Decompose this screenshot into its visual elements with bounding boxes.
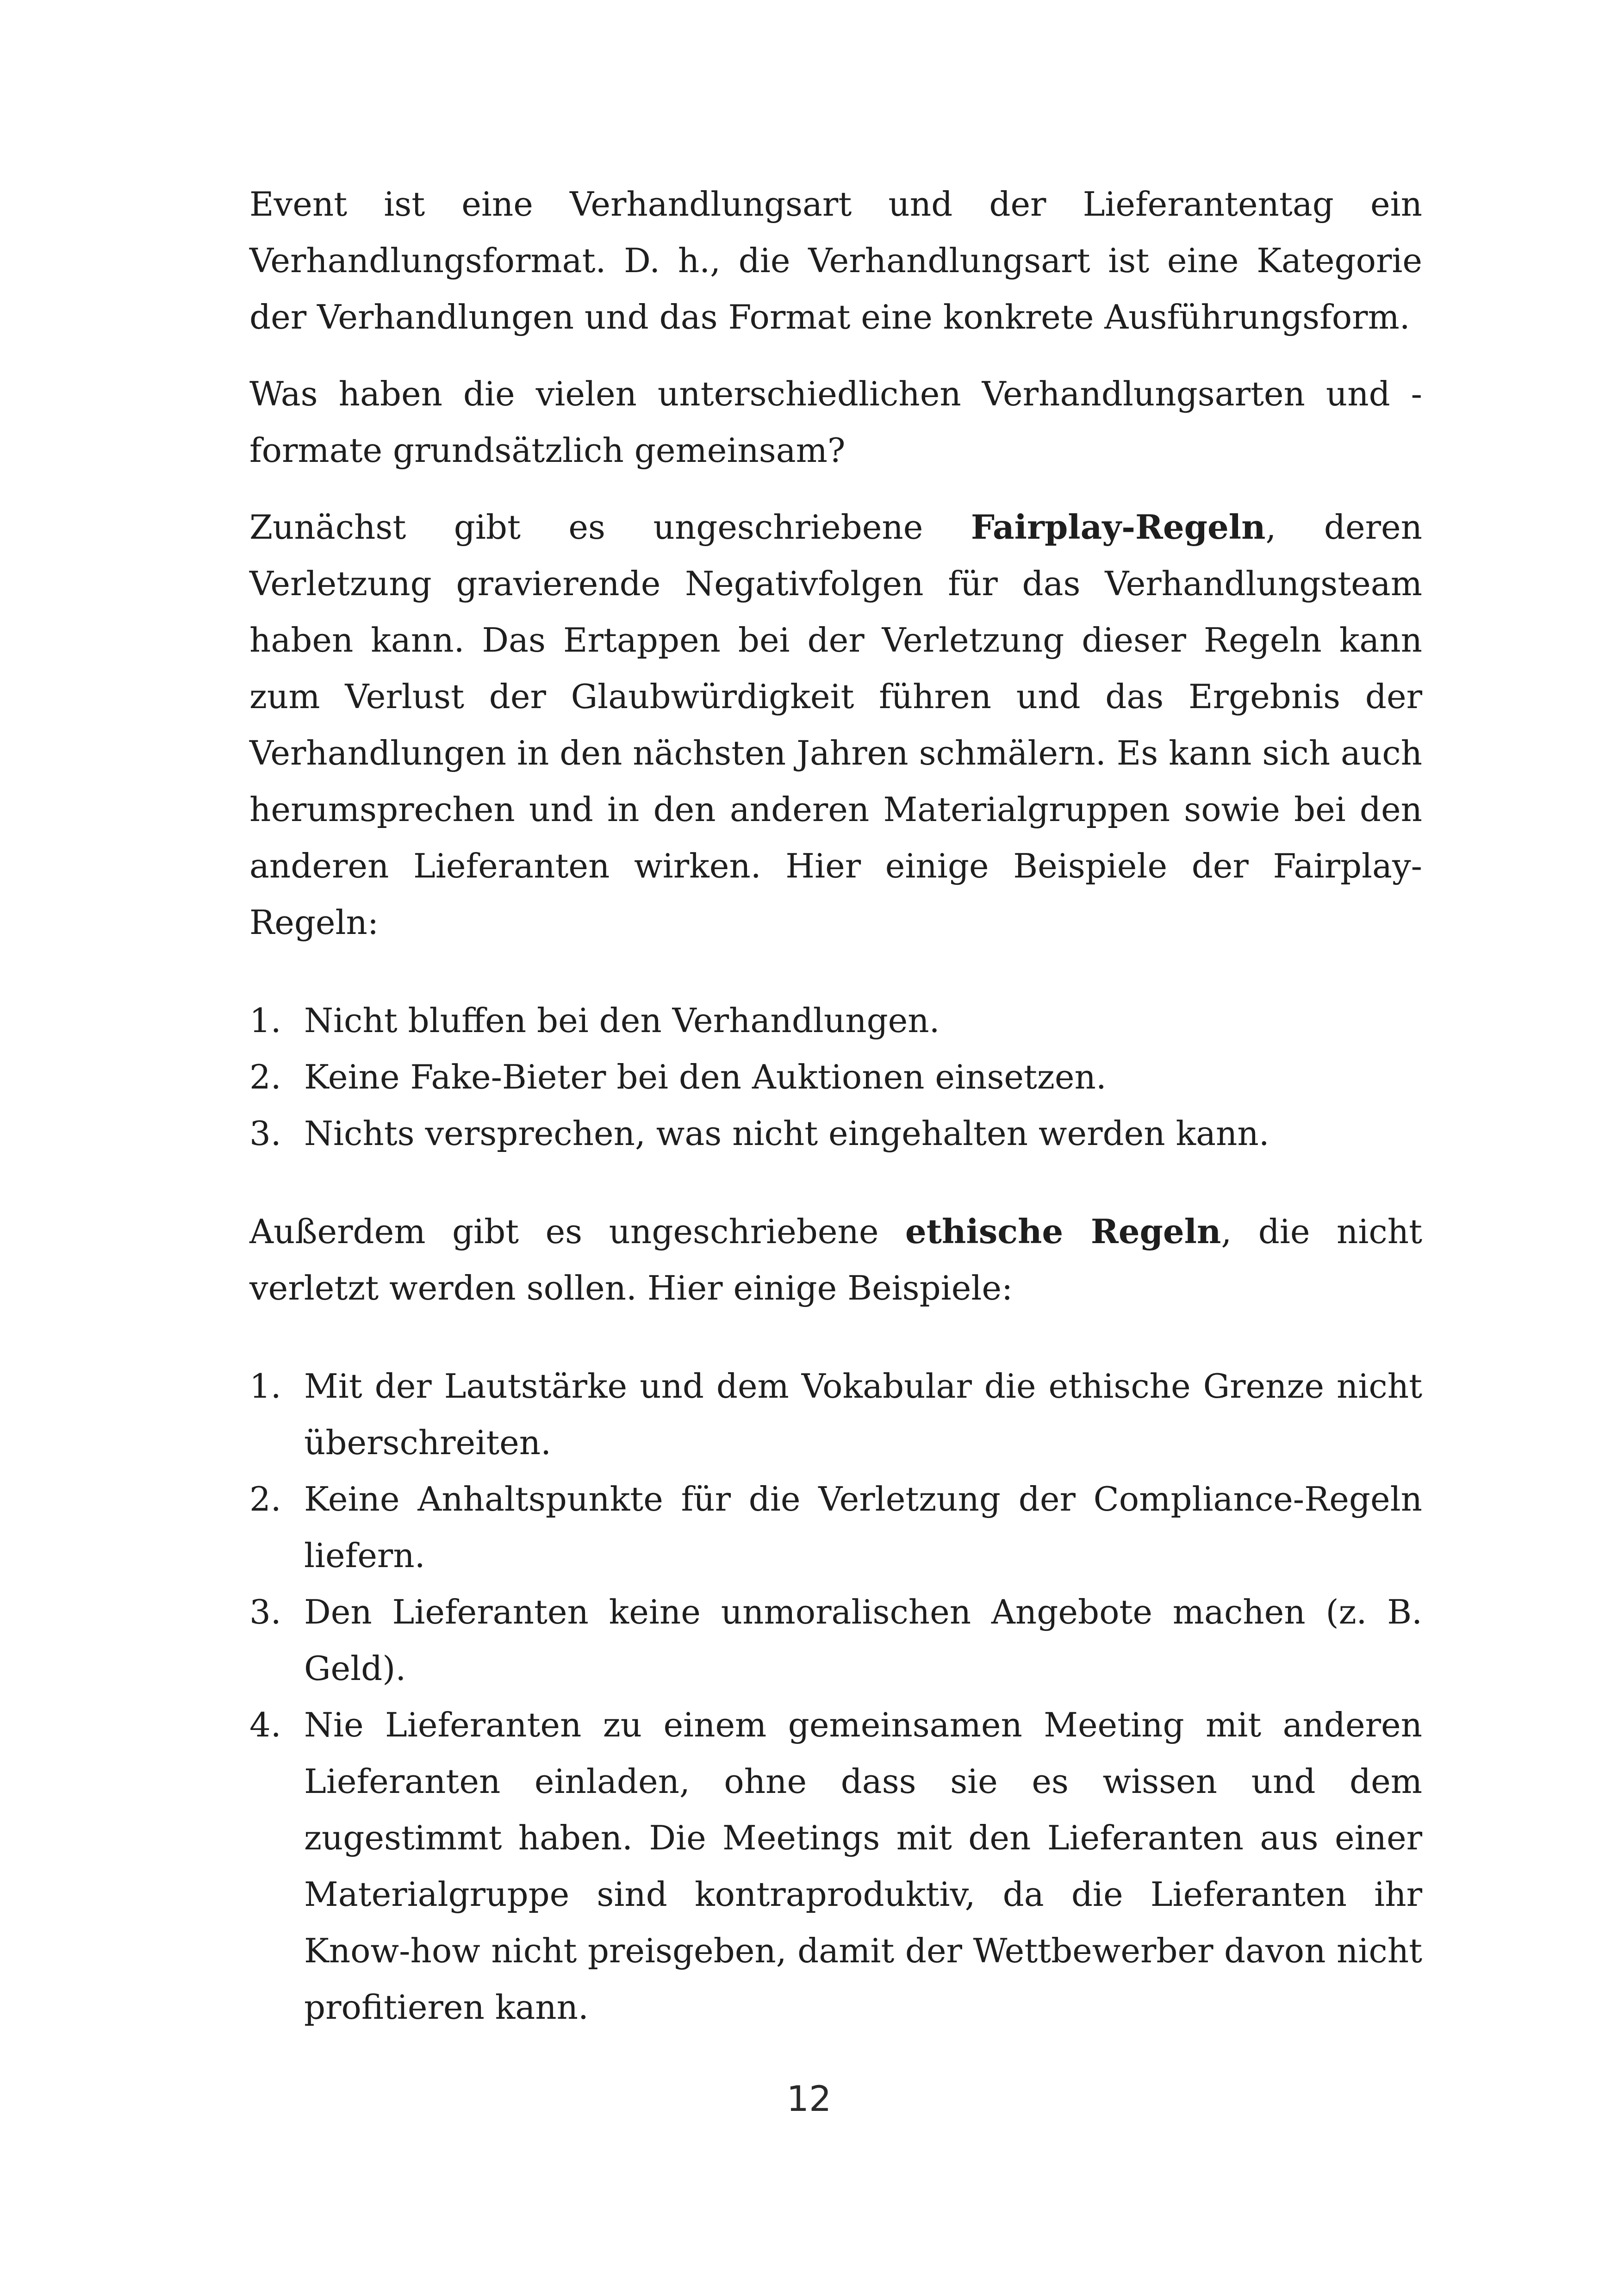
list-item-text: Keine Fake-Bieter bei den Auktionen einsetzen. [304,1058,1107,1096]
ethics-rules-term: ethische Regeln [905,1212,1221,1251]
list-item-text: Nichts versprechen, was nicht eingehalten werden kann. [304,1114,1270,1153]
ethics-rest-text: , die nicht verletzt werden sollen. Hier einige Beispiele: [249,1212,1423,1307]
list-item-text: Mit der Lautstärke und dem Vokabular die ethische Grenze nicht überschreiten. [304,1367,1422,1462]
list-item [249,1697,1422,2035]
list-item [249,1471,1422,1584]
paragraph-verhandlungsart: Event ist eine Verhandlungsart und der Lieferantentag ein Verhandlungsformat. D. h., die Verhandlungsart ist eine Kategorie der Verhandlungen und das Format eine konkrete Ausführungsform. [249,185,1422,336]
paragraph-question: Was haben die vielen unterschiedlichen Verhandlungsarten und -formate grundsätzlich gemeinsam? [249,374,1422,470]
list-item [249,1105,1422,1162]
list-item-text: Keine Anhaltspunkte für die Verletzung der Compliance-Regeln liefern. [304,1480,1422,1575]
list-item [249,992,1422,1049]
list-item-number: 2. [249,1058,281,1096]
list-item-number: 2. [249,1480,281,1518]
list-item-text: Nicht bluffen bei den Verhandlungen. [304,1001,940,1040]
page-number: 12 [786,2078,832,2119]
ethics-intro-text: Außerdem gibt es ungeschriebene [249,1212,905,1251]
page-body [249,176,1422,2077]
fairplay-rest-text: , deren Verletzung gravierende Negativfolgen für das Verhandlungsteam haben kann. Das Ertappen bei der Verletzung dieser Regeln kann zum Verlust der Glaubwürdigkeit führen und das Ergebnis der Verhandlungen in den nächsten Jahren schmälern. Es kann sich auch herumsprechen und in den anderen Materialgruppen sowie bei den anderen Lieferanten wirken. Hier einige Beispiele der Fairplay-Regeln: [249,508,1423,942]
fairplay-intro-text: Zunächst gibt es ungeschriebene [249,508,971,547]
fairplay-rules-term: Fairplay-Regeln [971,507,1266,547]
list-item-number: 4. [249,1705,281,1744]
fairplay-list [249,992,1422,1162]
list-item-number: 1. [249,1001,281,1040]
list-item-text: Nie Lieferanten zu einem gemeinsamen Meeting mit anderen Lieferanten einladen, ohne dass sie es wissen und dem zugestimmt haben. Die Meetings mit den Lieferanten aus einer Materialgruppe sind kontraproduktiv, da die Lieferanten ihr Know-how nicht preisgeben, damit der Wettbewerber davon nicht profitieren kann. [304,1705,1422,2027]
list-item [249,1358,1422,1471]
paragraph-fairplay-rules [249,499,1422,951]
list-item-number: 3. [249,1114,281,1153]
list-item [249,1049,1422,1105]
list-item [249,1584,1422,1697]
ethics-list [249,1358,1422,2035]
paragraph-ethics-rules [249,1203,1422,1316]
list-item-text: Den Lieferanten keine unmoralischen Angebote machen (z. B. Geld). [304,1593,1422,1688]
list-item-number: 3. [249,1593,281,1631]
list-item-number: 1. [249,1367,281,1406]
